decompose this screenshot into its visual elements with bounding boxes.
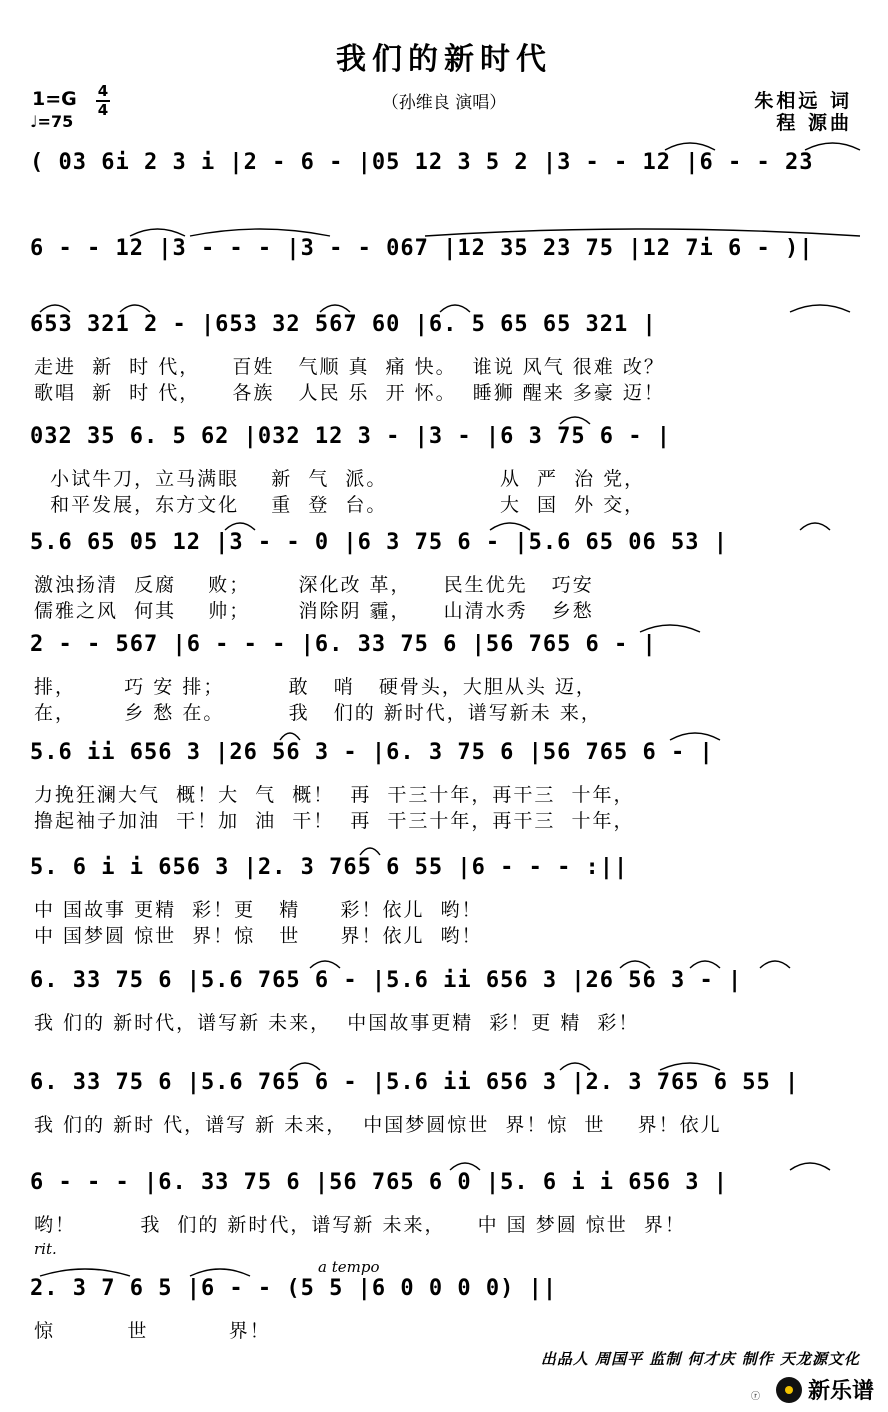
slur-arc <box>190 1269 250 1276</box>
time-signature-top: 4 <box>97 82 109 100</box>
slur-arc <box>320 305 350 312</box>
logo-text: 新乐谱 <box>807 1379 874 1404</box>
slur-arc <box>805 143 860 150</box>
notation-line: 6. 33 75 6 |5.6 765 6 - |5.6 ii 656 3 |2. 3 765 6 55 | <box>30 1070 800 1095</box>
lyric-line: 排， 巧 安 排； 敢 哨 硬骨头，大胆从头 迈， <box>34 676 597 698</box>
lyric-line: 激浊扬清 反腐 败； 深化改 革， 民生优先 巧安 <box>34 574 594 596</box>
lyric-line: 惊 世 界！ <box>34 1320 271 1342</box>
slur-arc <box>760 961 790 968</box>
notation-line: 032 35 6. 5 62 |032 12 3 - |3 - |6 3 75 6 - | <box>30 424 672 449</box>
lyric-line: 和平发展，东方文化 重 登 台。 大 国 外 交， <box>34 494 646 516</box>
lyric-line: 中 国梦圆 惊世 界！惊 世 界！依儿 哟！ <box>34 925 483 947</box>
slur-arc <box>665 143 715 150</box>
slur-arc <box>310 961 340 968</box>
notation-line: 653 321 2 - |653 32 567 60 |6. 5 65 65 321 | <box>30 312 657 337</box>
lyricist-credit: 朱相远 词 <box>754 90 852 112</box>
notation-line: 2. 3 7 6 5 |6 - - (5 5 |6 0 0 0 0) || <box>30 1276 558 1301</box>
singer-credit: （孙维良 演唱） <box>381 93 507 113</box>
lyric-line: 力挽狂澜大气 概！大 气 概！ 再 干三十年，再干三 十年， <box>34 784 635 806</box>
site-logo <box>776 1374 874 1405</box>
record-icon <box>776 1377 802 1403</box>
notation-line: 5. 6 i i 656 3 |2. 3 765 6 55 |6 - - - :|| <box>30 855 629 880</box>
lyric-line: 我 们的 新时 代，谱写 新 未来， 中国梦圆惊世 界！惊 世 界！依儿 <box>34 1114 722 1136</box>
song-title: 我们的新时代 <box>336 42 552 77</box>
slur-arc <box>790 1163 830 1170</box>
slur-arc <box>660 1063 720 1070</box>
a-tempo-mark: a tempo <box>318 1258 380 1276</box>
rit-mark: rit. <box>34 1240 57 1258</box>
slur-arc <box>425 229 860 236</box>
lyric-line: 小试牛刀，立马满眼 新 气 派。 从 严 治 党， <box>34 468 646 490</box>
slur-arc <box>690 961 720 968</box>
footer-credits: 出品人 周国平 监制 何才庆 制作 天龙源文化 <box>540 1350 860 1368</box>
lyric-line: 中 国故事 更精 彩！更 精 彩！依儿 哟！ <box>34 899 483 921</box>
key-signature: 1=G <box>32 88 77 110</box>
slur-arc <box>640 625 700 632</box>
slur-arc <box>450 1163 480 1170</box>
slur-arc <box>130 229 185 236</box>
notation-line: 6 - - - |6. 33 75 6 |56 765 6 0 |5. 6 i i 656 3 | <box>30 1170 729 1195</box>
tempo-marking: ♩=75 <box>30 112 74 131</box>
slur-arc <box>490 523 530 530</box>
slur-arc <box>790 305 850 312</box>
slur-arc <box>560 1063 590 1070</box>
notation-line: 5.6 65 05 12 |3 - - 0 |6 3 75 6 - |5.6 65 06 53 | <box>30 530 729 555</box>
slur-arc <box>360 848 380 855</box>
lyric-line: 哟！ 我 们的 新时代，谱写新 未来， 中 国 梦圆 惊世 界！ <box>34 1214 686 1236</box>
slur-arc <box>280 733 300 740</box>
slur-arc <box>290 1063 320 1070</box>
slur-arc <box>620 961 650 968</box>
lyric-line: 在， 乡 愁 在。 我 们的 新时代，谱写新未 来， <box>34 702 602 724</box>
slur-arc <box>190 229 330 236</box>
slur-arc <box>120 305 150 312</box>
lyric-line: 我 们的 新时代，谱写新 未来， 中国故事更精 彩！更 精 彩！ <box>34 1012 640 1034</box>
lyric-line: 撸起袖子加油 干！加 油 干！ 再 干三十年，再干三 十年， <box>34 810 635 832</box>
slur-arc <box>560 417 590 424</box>
lyric-line: 走进 新 时 代， 百姓 气顺 真 痛 快。 谁说 风气 很难 改？ <box>34 356 665 378</box>
slur-arc <box>225 523 255 530</box>
notation-line: 5.6 ii 656 3 |26 56 3 - |6. 3 75 6 |56 765 6 - | <box>30 740 714 765</box>
slur-arc <box>40 1269 130 1276</box>
time-signature-bottom: 4 <box>97 101 109 119</box>
slur-arc <box>800 523 830 530</box>
composer-credit: 程 源曲 <box>776 112 852 134</box>
slur-arc <box>670 733 720 740</box>
registered-mark: ⓡ <box>750 1392 760 1402</box>
notation-line: 6 - - 12 |3 - - - |3 - - 067 |12 35 23 75 |12 7i 6 - )| <box>30 236 814 261</box>
notation-line: 2 - - 567 |6 - - - |6. 33 75 6 |56 765 6 - | <box>30 632 657 657</box>
notation-line: ( 03 6i 2 3 i |2 - 6 - |05 12 3 5 2 |3 - - 12 |6 - - 23 <box>30 150 814 175</box>
slur-arc <box>40 305 70 312</box>
notation-line: 6. 33 75 6 |5.6 765 6 - |5.6 ii 656 3 |26 56 3 - | <box>30 968 743 993</box>
lyric-line: 儒雅之风 何其 帅； 消除阴 霾， 山清水秀 乡愁 <box>34 600 594 622</box>
lyric-line: 歌唱 新 时 代， 各族 人民 乐 开 怀。 睡狮 醒来 多豪 迈！ <box>34 382 665 404</box>
slur-arc <box>440 305 470 312</box>
